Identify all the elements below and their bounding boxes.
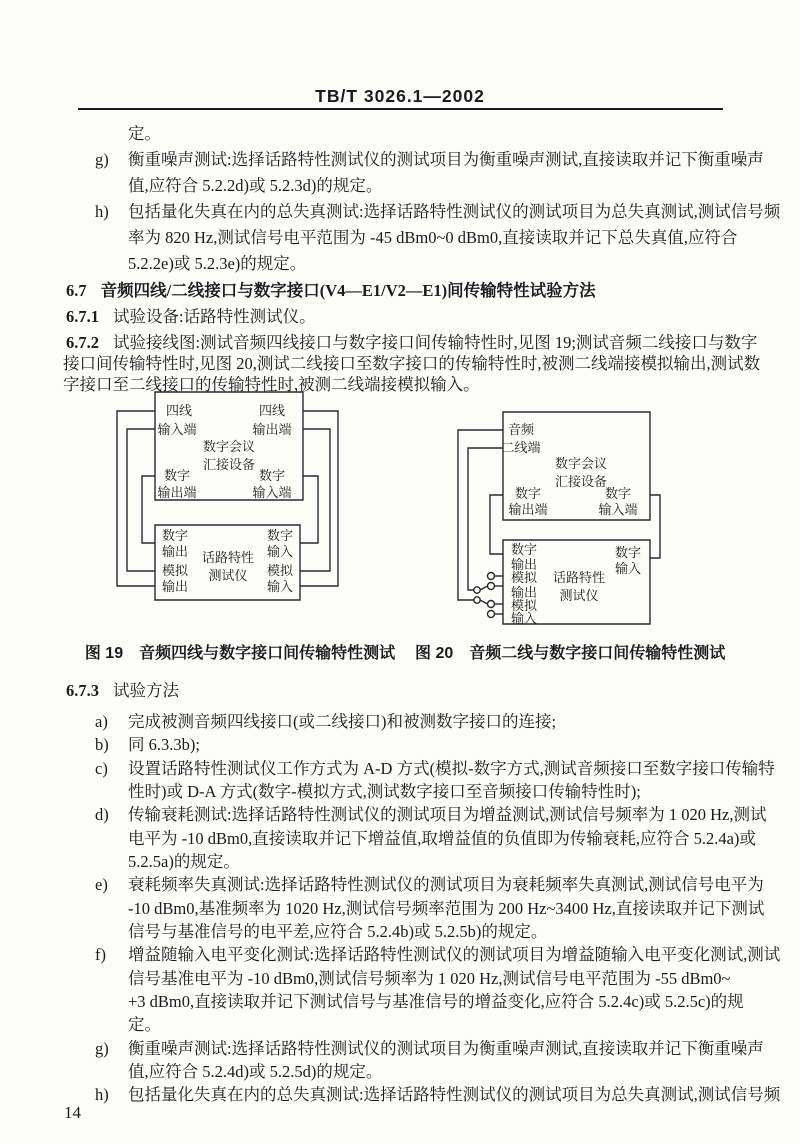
section-number: 6.7.3	[66, 681, 99, 700]
item-text: 衡重噪声测试:选择话路特性测试仪的测试项目为衡重噪声测试,直接读取并记下衡重噪声	[128, 150, 764, 169]
wire	[142, 476, 155, 543]
section-title: 试验方法	[113, 681, 179, 700]
section-number: 6.7.1	[66, 307, 99, 326]
section-text: 试验设备:话路特性测试仪。	[113, 307, 316, 326]
port-label: 输出端	[508, 502, 548, 517]
item-text: 衰耗频率失真测试:选择话路特性测试仪的测试项目为衰耗频率失真测试,测试信号电平为	[128, 875, 764, 894]
item-marker: a)	[95, 712, 108, 731]
tester-label: 话路特性	[201, 550, 255, 565]
port-label: 数字	[161, 528, 189, 543]
port-label: 输入	[266, 544, 294, 559]
wire	[300, 429, 330, 571]
section-6-7-3	[66, 681, 179, 701]
list-item	[95, 875, 764, 895]
item-marker: b)	[95, 735, 109, 754]
port-label: 数字	[514, 486, 542, 501]
section-number: 6.7.2	[66, 333, 99, 352]
page-number: 14	[64, 1103, 81, 1122]
figure-title: 音频四线与数字接口间传输特性测试	[139, 645, 396, 662]
item-marker: e)	[95, 875, 108, 894]
tester-label: 测试仪	[559, 588, 599, 603]
port-label: 输出	[510, 557, 538, 572]
figure-19-diagram	[100, 387, 352, 609]
item-text: 设置话路特性测试仪工作方式为 A-D 方式(模拟-数字方式,测试音频接口至数字接口传输特	[128, 759, 775, 778]
port-label: 输出	[510, 585, 538, 600]
port-label: 模拟	[510, 570, 538, 585]
paragraph-line: 定。	[128, 1015, 161, 1034]
list-item	[95, 945, 780, 965]
list-item	[95, 735, 200, 755]
analog-terminal	[488, 611, 495, 618]
figure-title: 音频二线与数字接口间传输特性测试	[469, 645, 726, 662]
section-6-7-2	[66, 333, 757, 353]
port-label: 数字	[163, 468, 191, 483]
junction-terminal	[474, 587, 480, 593]
paragraph-line: +3 dBm0,直接读取并记下测试信号与基准信号的增益变化,应符合 5.2.4c)或 5.2.5c)的规	[128, 992, 744, 1011]
equipment-label: 数字会议	[202, 439, 256, 454]
wire	[490, 495, 503, 554]
item-marker: d)	[95, 805, 109, 824]
paragraph-line: -10 dBm0,基准频率为 1020 Hz,测试信号频率范围为 200 Hz~3400 Hz,直接读取并记下测试	[128, 899, 765, 918]
tester-label: 测试仪	[208, 568, 248, 583]
wire	[300, 411, 338, 586]
port-label: 二线端	[501, 440, 541, 455]
list-item	[95, 1085, 780, 1105]
paragraph-line: 率为 820 Hz,测试信号电平范围为 -45 dBm0~0 dBm0,直接读取并记下总失真值,应符合	[128, 228, 738, 247]
port-label: 输出	[161, 544, 189, 559]
paragraph-line: 值,应符合 5.2.4d)或 5.2.5d)的规定。	[128, 1062, 383, 1081]
port-label: 音频	[507, 422, 535, 437]
list-item	[95, 805, 766, 825]
page-header: TB/T 3026.1—2002	[315, 86, 485, 106]
paragraph-line: 5.2.5a)的规定。	[128, 852, 240, 871]
item-marker: f)	[95, 945, 106, 964]
paragraph-line: 性时)或 D-A 方式(数字-模拟方式,测试数字接口至音频接口传输特性时);	[128, 782, 641, 801]
port-label: 模拟	[266, 563, 294, 578]
wire	[480, 586, 488, 590]
equipment-label: 汇接设备	[202, 457, 256, 472]
port-label: 模拟	[161, 563, 189, 578]
equipment-label: 数字会议	[554, 456, 608, 471]
paragraph-line: 定。	[128, 124, 161, 143]
port-label: 输入	[510, 611, 538, 626]
item-marker: g)	[95, 1039, 109, 1058]
item-text: 完成被测音频四线接口(或二线接口)和被测数字接口的连接;	[128, 712, 557, 731]
list-item	[95, 202, 780, 222]
item-marker: h)	[95, 202, 109, 221]
figure-number: 图 19	[84, 645, 124, 662]
list-item	[95, 150, 764, 170]
figure-20-caption	[415, 640, 725, 663]
section-heading-6-7	[66, 281, 596, 301]
figure-number: 图 20	[415, 645, 454, 662]
port-label: 输入端	[598, 502, 638, 517]
paragraph-line: 5.2.2e)或 5.2.3e)的规定。	[128, 254, 307, 273]
port-label: 四线	[165, 403, 193, 418]
section-text: 试验接线图:测试音频四线接口与数字接口间传输特性时,见图 19;测试音频二线接口与数字	[113, 333, 758, 352]
port-label: 数字	[266, 528, 294, 543]
item-text: 包括量化失真在内的总失真测试:选择话路特性测试仪的测试项目为总失真测试,测试信号频	[128, 1085, 781, 1104]
paragraph-line: 字接口至二线接口的传输特性时,被测二线端接模拟输入。	[63, 375, 480, 394]
figure-20-diagram	[448, 402, 678, 632]
port-label: 输出端	[157, 485, 197, 500]
port-label: 数字	[604, 486, 632, 501]
port-label: 输入端	[252, 485, 292, 500]
equipment-label: 汇接设备	[554, 474, 608, 489]
list-item	[95, 759, 775, 779]
wire	[117, 411, 155, 586]
port-label: 输入端	[157, 422, 197, 437]
port-label: 输出	[161, 579, 189, 594]
wire	[480, 600, 488, 604]
junction-terminal	[474, 597, 480, 603]
item-text: 传输衰耗测试:选择话路特性测试仪的测试项目为增益测试,测试信号频率为 1 020 Hz,测试	[128, 805, 767, 824]
analog-terminal	[488, 583, 495, 590]
port-label: 数字	[510, 542, 538, 557]
section-title: 音频四线/二线接口与数字接口(V4—E1/V2—E1)间传输特性试验方法	[100, 281, 596, 300]
paragraph-line: 值,应符合 5.2.2d)或 5.2.3d)的规定。	[128, 176, 383, 195]
item-marker: c)	[95, 759, 108, 778]
paragraph-line: 信号与基准信号的电平差,应符合 5.2.4b)或 5.2.5b)的规定。	[128, 922, 548, 941]
analog-terminal	[488, 601, 495, 608]
section-6-7-1	[66, 307, 316, 327]
wire	[458, 430, 503, 600]
paragraph-line: 电平为 -10 dBm0,直接读取并记下增益值,取增益值的负值即为传输衰耗,应符合 5.2.4a)或	[128, 829, 756, 848]
analog-terminal	[488, 573, 495, 580]
paragraph-line: 信号基准电平为 -10 dBm0,测试信号频率为 1 020 Hz,测试信号电平范围为 -55 dBm0~	[128, 969, 731, 988]
wire	[127, 429, 155, 571]
port-label: 输入	[266, 579, 294, 594]
port-label: 模拟	[510, 598, 538, 613]
header-rule	[78, 108, 723, 110]
list-item	[95, 1039, 764, 1059]
port-label: 输入	[614, 561, 642, 576]
item-marker: g)	[95, 150, 109, 169]
item-marker: h)	[95, 1085, 109, 1104]
paragraph-line: 接口间传输特性时,见图 20,测试二线接口至数字接口的传输特性时,被测二线端接模拟输出,测试数	[63, 354, 761, 373]
list-item	[95, 712, 556, 732]
port-label: 数字	[614, 545, 642, 560]
item-text: 增益随输入电平变化测试:选择话路特性测试仪的测试项目为增益随输入电平变化测试,测试	[128, 945, 781, 964]
section-number: 6.7	[66, 281, 87, 300]
item-text: 同 6.3.3b);	[128, 735, 200, 754]
port-label: 输出端	[252, 422, 292, 437]
wire	[468, 448, 503, 590]
port-label: 四线	[258, 403, 286, 418]
wire	[650, 495, 660, 558]
item-text: 衡重噪声测试:选择话路特性测试仪的测试项目为衡重噪声测试,直接读取并记下衡重噪声	[128, 1039, 764, 1058]
item-text: 包括量化失真在内的总失真测试:选择话路特性测试仪的测试项目为总失真测试,测试信号频	[128, 202, 781, 221]
figure-19-caption	[80, 640, 400, 663]
port-label: 数字	[258, 468, 286, 483]
tester-label: 话路特性	[552, 570, 606, 585]
